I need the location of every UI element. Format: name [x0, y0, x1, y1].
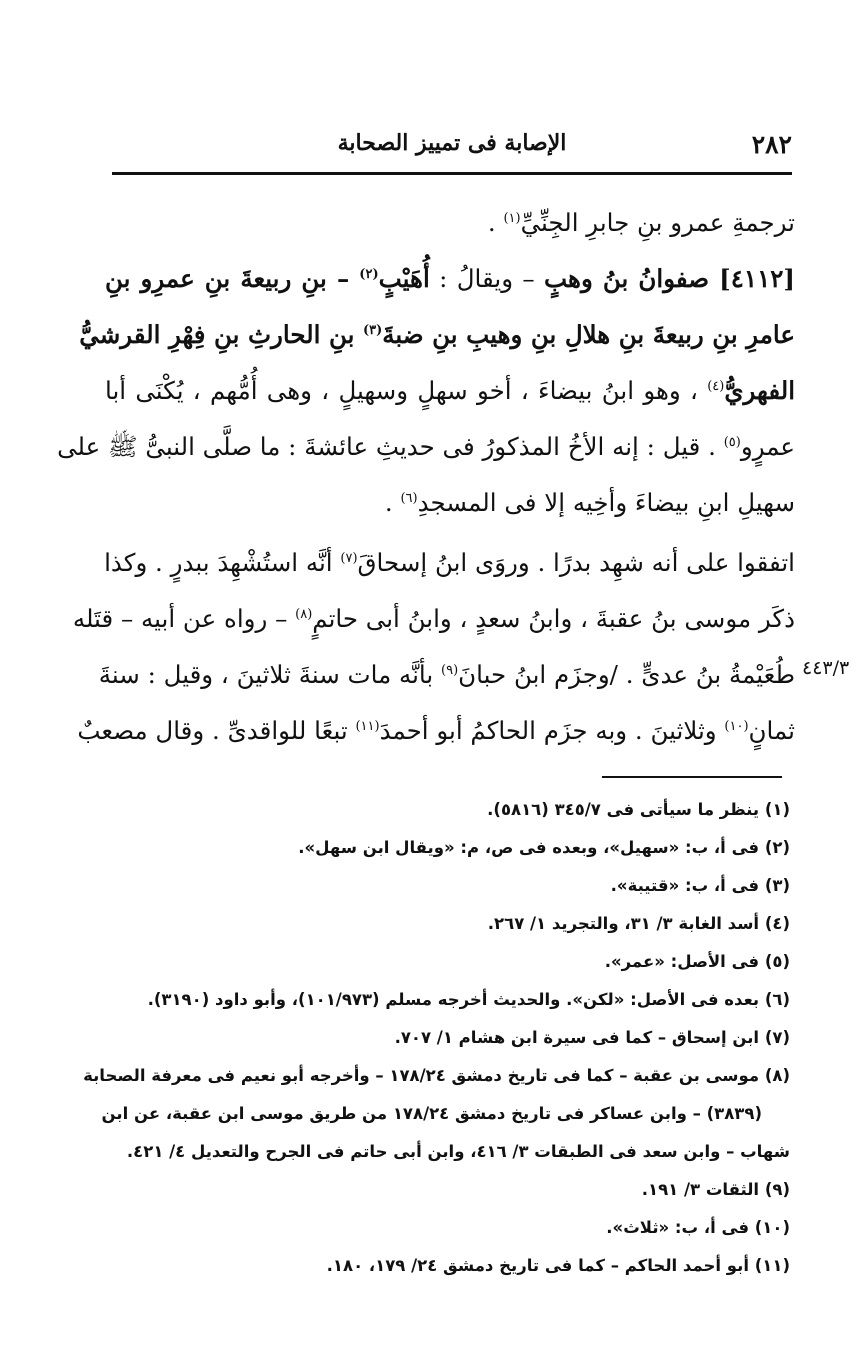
footnote-ref: (١١) — [355, 718, 380, 734]
footnote: (٤) أسد الغابة ٣/ ٣١، والتجريد ١/ ٢٦٧. — [487, 914, 790, 933]
footnote: (٨) موسى بن عقبة – كما فى تاريخ دمشق ١٧٨/٢٤ – وأخرجه أبو نعيم فى معرفة الصحابة — [83, 1066, 790, 1085]
text-line-10: ثمانٍ$^{(١٠)}$ وثلاثينَ . وبه جزَم الحاكمُ أبو أحمدَ$^{(١١)}$ تبعًا للواقدىِّ . وقال مصعبٌ — [77, 716, 795, 745]
text-line-8: ذكَر موسى بنُ عقبةَ ، وابنُ سعدٍ ، وابنُ أبى حاتمٍ$^{(٨)}$ – رواه عن أبيه – قتَله — [72, 604, 795, 633]
page-number: ٢٨٢ — [751, 130, 792, 159]
footnote-ref: (١) — [503, 210, 521, 226]
text-line-4: الفهريُّ$^{(٤)}$ ، وهو ابنُ بيضاءَ ، أخو سهلٍ وسهيلٍ ، وهى أُمُّهم ، يُكْنَى أبا — [105, 376, 795, 405]
header-rule — [112, 172, 792, 175]
text-line-6: سهيلِ ابنِ بيضاءَ وأخِيه إلا فى المسجدِ$^{(٦)}$ . — [384, 488, 795, 517]
footnote-ref: (٥) — [723, 434, 741, 450]
footnote: (٥) فى الأصل: «عمر». — [604, 952, 790, 971]
entry-heading-line: [٤١١٢] صفوانُ بنُ وهبٍ – ويقالُ : أُهَيْبٍ$^{(٢)}$ – بنِ ربيعةَ بنِ عمرِو بنِ — [105, 264, 795, 293]
footnote-ref: (١٠) — [724, 718, 749, 734]
margin-page-reference: ٤٤٣/٣ — [802, 657, 850, 679]
footnote-continuation: (٣٨٣٩) – وابن عساكر فى تاريخ دمشق ١٧٨/٢٤ من طريق موسى ابن عقبة، عن ابن — [101, 1104, 762, 1123]
footnote: (٦) بعده فى الأصل: «لكن». والحديث أخرجه مسلم (١٠١/٩٧٣)، وأبو داود (٣١٩٠). — [147, 990, 790, 1009]
footnote: (١٠) فى أ، ب: «ثلاث». — [606, 1218, 790, 1237]
text-line-9: طُعَيْمةُ بنُ عدىٍّ . /وجزَم ابنُ حبانَ$^{(٩)}$ بأنَّه مات سنةَ ثلاثينَ ، وقيل : سنةَ — [98, 660, 795, 689]
running-title: الإصابة فى تمييز الصحابة — [337, 130, 567, 156]
footnote: (٧) ابن إسحاق – كما فى سيرة ابن هشام ١/ ٧٠٧. — [394, 1028, 790, 1047]
footnote-separator — [602, 776, 782, 778]
page-header — [112, 126, 792, 166]
text-line-7: اتفقوا على أنه شهِد بدرًا . وروَى ابنُ إسحاقَ$^{(٧)}$ أنَّه استُشْهِدَ ببدرٍ . وكذا — [104, 548, 795, 577]
footnote-ref: (٨) — [295, 606, 313, 622]
entry-name: صفوانُ بنُ وهبٍ — [543, 264, 710, 293]
footnote-ref: (٤) — [707, 378, 725, 394]
footnote: (٣) فى أ، ب: «قتيبة». — [610, 876, 790, 895]
footnote: (٩) الثقات ٣/ ١٩١. — [641, 1180, 790, 1199]
footnote-ref: (٣) — [362, 322, 383, 338]
text-line-1: ترجمةِ عمرو بنِ جابرِ الجِنِّيِّ$^{(١)}$ . — [487, 208, 795, 237]
footnotes — [83, 794, 790, 1288]
footnote: (١١) أبو أحمد الحاكم – كما فى تاريخ دمشق ٢٤/ ١٧٩، ١٨٠. — [326, 1256, 790, 1275]
footnote: (٢) فى أ، ب: «سهيل»، وبعده فى ص، م: «ويقال ابن سهل». — [298, 838, 790, 857]
text-line-5: عمرٍو$^{(٥)}$ . قيل : إنه الأخُ المذكورُ فى حديثِ عائشةَ : ما صلَّى النبىُّ ﷺ على — [57, 432, 795, 461]
entry-number: [٤١١٢] — [719, 264, 795, 293]
footnote-ref: (٦) — [400, 490, 418, 506]
footnote-ref: (٩) — [441, 662, 459, 678]
footnote-ref: (٧) — [340, 550, 358, 566]
text-line-3: عامرِ بنِ ربيعةَ بنِ هلالِ بنِ وهيبِ بنِ ضبةَ$^{(٣)}$ بنِ الحارثِ بنِ فِهْرِ القرشيُّ — [79, 320, 795, 349]
footnote: (١) ينظر ما سيأتى فى ٣٤٥/٧ (٥٨١٦). — [487, 800, 790, 819]
footnote-continuation: شهاب – وابن سعد فى الطبقات ٣/ ٤١٦، وابن أبى حاتم فى الجرح والتعديل ٤/ ٤٢١. — [126, 1142, 790, 1161]
footnote-ref: (٢) — [359, 266, 379, 282]
